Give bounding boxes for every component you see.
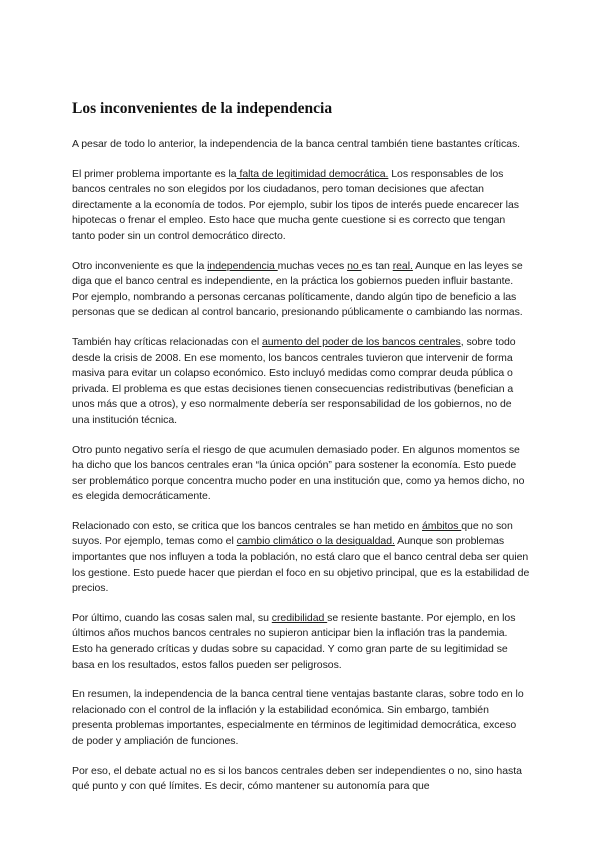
paragraph-text: Otro punto negativo sería el riesgo de que acumulen demasiado poder. En algunos momentos se ha dicho que los bancos centrales eran “la única opción” para sostener la economía. Esto puede ser problemático porque concentra mucho poder en una institución que, como ya hemos dicho, no es elegida democráticamente. <box>72 443 525 503</box>
paragraph-text: Aunque en las leyes se diga que el banco central es independiente, en la práctica los gobiernos pueden influir bastante. Por ejemplo, nombrando a personas cercanas políticamente, dando algún tipo de beneficio a las personas que se dedican al control bancario, presionando públicamente o cambiando las normas. <box>72 259 523 319</box>
section-heading: Los inconvenientes de la independencia <box>72 100 333 117</box>
paragraph-text: Relacionado con esto, se critica que los bancos centrales se han metido en <box>72 519 422 532</box>
paragraph-power-concentration <box>72 443 530 505</box>
paragraph-credibility <box>72 611 530 673</box>
paragraph-text: , sobre todo desde la crisis de 2008. En ese momento, los bancos centrales tuvieron que intervenir de forma masiva para evitar un colapso económico. Esto incluyó medidas como comprar deuda pública o privada. El problema es que estas decisiones tienen consecuencias redistributivas (benefician a unos más que a otros), y eso normalmente debería ser responsabilidad de los gobiernos, no de una institución técnica. <box>72 335 516 426</box>
underlined-phrase: ámbitos <box>421 519 462 532</box>
underlined-phrase: falta de legitimidad democrática. <box>236 167 389 180</box>
paragraph-text: se resiente bastante. Por ejemplo, en los últimos años muchos bancos centrales no supieron anticipar bien la inflación tras la pandemia. Esto ha generado críticas y dudas sobre su capacidad. Y como gran parte de su legitimidad se basa en los resultados, estos fallos pueden ser peligrosos. <box>72 611 516 671</box>
paragraph-text: También hay críticas relacionadas con el <box>72 335 262 348</box>
paragraph-text: Aunque son problemas importantes que nos influyen a toda la población, no está claro que el banco central deba ser quien los gestione. Esto puede hacer que pierdan el foco en su objetivo principal, que es la estabilidad de precios. <box>72 535 530 595</box>
paragraph-text: Por eso, el debate actual no es si los bancos centrales deben ser independientes o no, sino hasta qué punto y con qué límites. Es decir, cómo mantener su autonomía para que <box>72 764 522 793</box>
underlined-phrase: credibilidad <box>271 611 328 624</box>
paragraph-text: El primer problema importante es la <box>72 167 237 180</box>
paragraph-intro <box>72 137 530 153</box>
paragraph-text: Por último, cuando las cosas salen mal, su <box>72 611 272 624</box>
paragraph-legitimacy <box>72 167 530 245</box>
paragraph-real-independence <box>72 259 530 321</box>
underlined-phrase: real. <box>392 259 413 272</box>
paragraph-power-increase <box>72 335 530 429</box>
paragraph-text: A pesar de todo lo anterior, la independencia de la banca central también tiene bastantes críticas. <box>72 138 521 150</box>
underlined-phrase: no <box>347 259 362 272</box>
paragraph-text: que no son suyos. Por ejemplo, temas como el <box>72 519 513 548</box>
paragraph-text: es tan <box>361 259 393 272</box>
underlined-phrase: aumento del poder de los bancos centrales <box>261 335 461 348</box>
paragraph-debate <box>72 764 530 795</box>
paragraph-summary <box>72 687 530 749</box>
paragraph-text: Los responsables de los bancos centrales no son elegidos por los ciudadanos, pero toman decisiones que afectan directamente a la economía de todos. Por ejemplo, subir los tipos de interés puede encarecer las hipotecas o frenar el empleo. Esto hace que mucha gente cuestione si es correcto que tengan tanto poder sin un control democrático directo. <box>72 167 519 242</box>
paragraph-text: Otro inconveniente es que la <box>72 259 208 272</box>
paragraph-text: muchas veces <box>277 259 348 272</box>
underlined-phrase: cambio climático o la desigualdad. <box>236 535 395 548</box>
paragraph-text: En resumen, la independencia de la banca central tiene ventajas bastante claras, sobre todo en lo relacionado con el control de la inflación y la estabilidad económica. Sin embargo, también presenta problemas importantes, especialmente en términos de legitimidad democrática, exceso de poder y ampliación de funciones. <box>72 688 524 747</box>
underlined-phrase: independencia <box>207 259 278 272</box>
paragraph-scope <box>72 519 530 597</box>
